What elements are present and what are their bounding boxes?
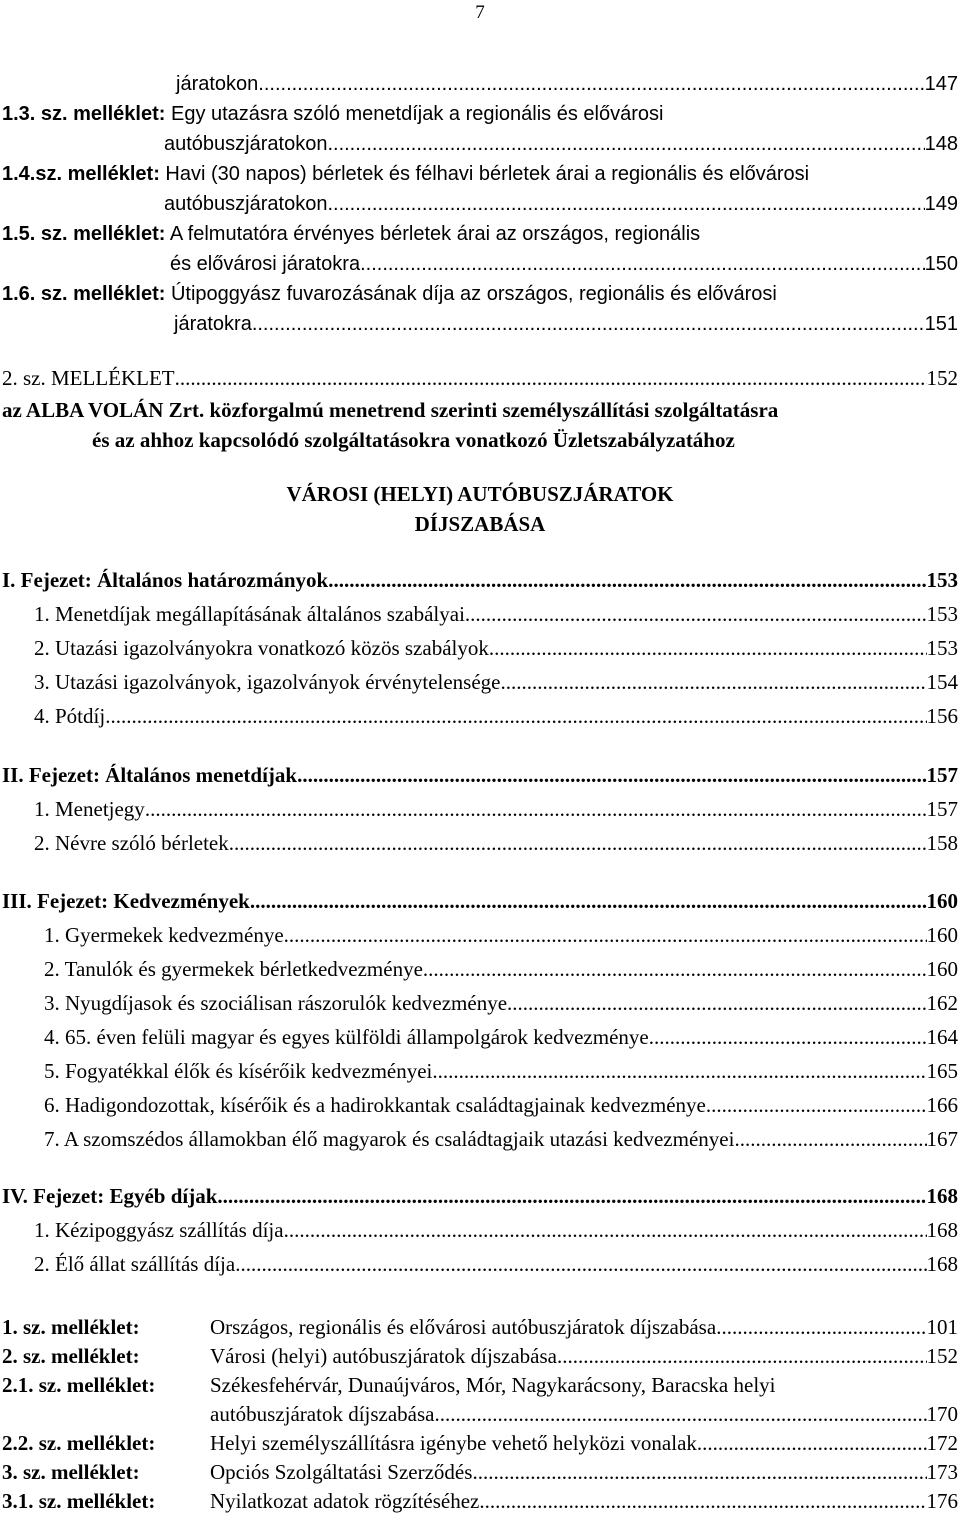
toc-item[interactable] xyxy=(34,1218,958,1243)
toc-entry-text: Helyi személyszállításra igénybe vehető helyközi vonalak xyxy=(210,1431,697,1455)
toc-leader-dots xyxy=(360,253,925,276)
toc-leader-dots xyxy=(229,831,927,856)
toc-item[interactable] xyxy=(34,704,958,729)
toc-page-number: 153 xyxy=(926,602,958,626)
toc-page-number: 156 xyxy=(926,704,958,728)
toc-entry-continued-147[interactable] xyxy=(176,73,958,96)
toc-entry-text: Egy utazásra szóló menetdíjak a regionális és elővárosi xyxy=(165,103,664,125)
toc-item[interactable] xyxy=(44,1093,958,1118)
toc-page-number: 160 xyxy=(926,923,958,947)
toc-entry-continued-149[interactable] xyxy=(164,193,958,216)
toc-item[interactable] xyxy=(44,1025,958,1050)
toc-leader-dots xyxy=(250,889,927,914)
toc-leader-dots xyxy=(501,670,927,695)
annex-label: 3. sz. melléklet: xyxy=(2,1460,140,1484)
toc-entry-text: I. Fejezet: Általános határozmányok xyxy=(2,568,329,592)
toc-page-number: 153 xyxy=(926,636,958,660)
toc-page-number: 170 xyxy=(926,1402,958,1426)
toc-item[interactable] xyxy=(44,1059,958,1084)
toc-leader-dots xyxy=(423,957,927,982)
annex-label: 1.6. sz. melléklet: xyxy=(2,283,166,305)
toc-chapter-2[interactable] xyxy=(2,763,958,788)
toc-entry-continued-151[interactable] xyxy=(174,313,958,336)
toc-page-number: 151 xyxy=(924,313,958,335)
toc-entry-annex-1-3[interactable] xyxy=(2,103,663,126)
toc-page-number: 165 xyxy=(926,1059,958,1083)
toc-entry-text: 6. Hadigondozottak, kísérőik és a hadirokkantak családtagjainak kedvezménye xyxy=(44,1093,706,1117)
toc-item[interactable] xyxy=(44,957,958,982)
intro-rest: közforgalmú menetrend szerinti személyszállítási szolgáltatásra xyxy=(204,398,779,422)
intro-line-1 xyxy=(2,398,778,423)
toc-entry-annex-2[interactable] xyxy=(2,366,958,391)
toc-leader-dots xyxy=(479,1489,926,1514)
toc-leader-dots xyxy=(328,568,926,593)
toc-page-number: 157 xyxy=(926,797,958,821)
toc-entry-text: Havi (30 napos) bérletek és félhavi bérletek árai a regionális és elővárosi xyxy=(159,163,810,185)
toc-entry-text: 2. sz. MELLÉKLET xyxy=(2,366,175,390)
toc-leader-dots xyxy=(716,1315,926,1340)
toc-leader-dots xyxy=(649,1025,927,1050)
toc-item[interactable] xyxy=(44,991,958,1016)
toc-chapter-1[interactable] xyxy=(2,568,958,593)
toc-entry-text: 1. Gyermekek kedvezménye xyxy=(44,923,284,947)
annex-label: 1.3. sz. melléklet: xyxy=(2,103,166,125)
toc-item[interactable] xyxy=(34,602,958,627)
toc-leader-dots xyxy=(697,1431,927,1456)
toc-item[interactable] xyxy=(34,831,958,856)
toc-page-number: 168 xyxy=(926,1184,958,1208)
toc-entry-text: autóbuszjáratokon xyxy=(164,133,328,155)
toc-page-number: 154 xyxy=(926,670,958,694)
toc-leader-dots xyxy=(258,73,924,96)
tariff-title-line-2: DÍJSZABÁSA xyxy=(414,512,546,536)
toc-item[interactable] xyxy=(44,1127,958,1152)
toc-leader-dots xyxy=(507,991,926,1016)
toc-item[interactable] xyxy=(34,636,958,661)
toc-item[interactable] xyxy=(44,923,958,948)
annex-entry-1[interactable] xyxy=(210,1315,958,1340)
toc-entry-text: autóbuszjáratokon xyxy=(164,193,328,215)
tariff-title-line-1: VÁROSI (HELYI) AUTÓBUSZJÁRATOK xyxy=(286,482,674,506)
toc-entry-text: 2. Névre szóló bérletek xyxy=(34,831,229,855)
toc-item[interactable] xyxy=(34,797,958,822)
toc-entry-text: járatokon xyxy=(176,73,259,95)
toc-entry-text: Városi (helyi) autóbuszjáratok díjszabása xyxy=(210,1344,557,1368)
toc-entry-text: 7. A szomszédos államokban élő magyarok és családtagjaik utazási kedvezményei xyxy=(44,1127,735,1151)
toc-page-number: 173 xyxy=(926,1460,958,1484)
annex-label: 2.2. sz. melléklet: xyxy=(2,1431,156,1455)
toc-entry-text: 5. Fogyatékkal élők és kísérőik kedvezményei xyxy=(44,1059,433,1083)
toc-leader-dots xyxy=(284,1218,927,1243)
toc-leader-dots xyxy=(734,1127,926,1152)
intro-company: az ALBA VOLÁN Zrt. xyxy=(2,398,205,422)
toc-leader-dots xyxy=(327,193,924,216)
toc-page-number: 167 xyxy=(926,1127,958,1151)
toc-leader-dots xyxy=(432,1059,926,1084)
annex-entry-2-1[interactable] xyxy=(210,1402,958,1427)
toc-leader-dots xyxy=(557,1344,927,1369)
toc-entry-text: III. Fejezet: Kedvezmények xyxy=(2,889,250,913)
toc-entry-text: 1. Kézipoggyász szállítás díja xyxy=(34,1218,284,1242)
annex-label: 1. sz. melléklet: xyxy=(2,1315,140,1339)
toc-entry-annex-1-5[interactable] xyxy=(2,223,700,246)
toc-entry-annex-1-4[interactable] xyxy=(2,163,809,186)
toc-page-number: 172 xyxy=(926,1431,958,1455)
toc-page-number: 153 xyxy=(926,568,958,592)
toc-entry-text: 1. Menetdíjak megállapításának általános szabályai xyxy=(34,602,465,626)
toc-leader-dots xyxy=(235,1252,926,1277)
toc-page-number: 160 xyxy=(926,889,958,913)
toc-leader-dots xyxy=(465,602,927,627)
toc-leader-dots xyxy=(327,133,924,156)
toc-leader-dots xyxy=(105,704,926,729)
toc-leader-dots xyxy=(217,1184,926,1209)
toc-entry-text: autóbuszjáratok díjszabása xyxy=(210,1402,435,1426)
intro-line-2: és az ahhoz kapcsolódó szolgáltatásokra vonatkozó Üzletszabályzatához xyxy=(92,428,735,452)
toc-page-number: 160 xyxy=(926,957,958,981)
toc-item[interactable] xyxy=(34,1252,958,1277)
toc-entry-text: IV. Fejezet: Egyéb díjak xyxy=(2,1184,218,1208)
toc-entry-continued-150[interactable] xyxy=(170,253,958,276)
toc-entry-text: 2. Tanulók és gyermekek bérletkedvezménye xyxy=(44,957,423,981)
toc-page-number: 158 xyxy=(926,831,958,855)
toc-entry-text: 2. Utazási igazolványokra vonatkozó közös szabályok xyxy=(34,636,489,660)
toc-page-number: 157 xyxy=(926,763,958,787)
toc-entry-text: Opciós Szolgáltatási Szerződés xyxy=(210,1460,473,1484)
toc-leader-dots xyxy=(145,797,927,822)
toc-page-number: 101 xyxy=(926,1315,958,1339)
toc-chapter-3[interactable] xyxy=(2,889,958,914)
toc-leader-dots xyxy=(252,313,925,336)
annex-entry-2-2[interactable] xyxy=(210,1431,958,1456)
toc-entry-text: 3. Utazási igazolványok, igazolványok érvénytelensége xyxy=(34,670,501,694)
toc-chapter-4[interactable] xyxy=(2,1184,958,1209)
toc-page-number: 152 xyxy=(926,366,958,390)
annex-label: 1.4.sz. melléklet: xyxy=(2,163,160,185)
toc-leader-dots xyxy=(297,763,926,788)
toc-entry-text: Útipoggyász fuvarozásának díja az országos, regionális és elővárosi xyxy=(165,283,777,305)
toc-page-number: 168 xyxy=(926,1252,958,1276)
page-number: 7 xyxy=(475,2,485,23)
toc-entry-text: Nyilatkozat adatok rögzítéséhez xyxy=(210,1489,480,1513)
toc-page-number: 150 xyxy=(924,253,958,275)
annex-label: 2.1. sz. melléklet: xyxy=(2,1373,156,1397)
toc-entry-text: 4. Pótdíj xyxy=(34,704,106,728)
toc-entry-text: A felmutatóra érvényes bérletek árai az országos, regionális xyxy=(165,223,701,245)
toc-entry-text: II. Fejezet: Általános menetdíjak xyxy=(2,763,298,787)
toc-leader-dots xyxy=(489,636,927,661)
toc-entry-annex-1-6[interactable] xyxy=(2,283,777,306)
toc-entry-text: 3. Nyugdíjasok és szociálisan rászorulók kedvezménye xyxy=(44,991,508,1015)
toc-page-number: 168 xyxy=(926,1218,958,1242)
toc-page-number: 176 xyxy=(926,1489,958,1513)
toc-entry-text: 2. Élő állat szállítás díja xyxy=(34,1252,236,1276)
toc-entry-text: Országos, regionális és elővárosi autóbuszjáratok díjszabása xyxy=(210,1315,717,1339)
annex-label: 2. sz. melléklet: xyxy=(2,1344,140,1368)
toc-entry-text: 4. 65. éven felüli magyar és egyes külföldi állampolgárok kedvezménye xyxy=(44,1025,649,1049)
toc-page-number: 148 xyxy=(924,133,958,155)
toc-page-number: 149 xyxy=(924,193,958,215)
toc-leader-dots xyxy=(706,1093,927,1118)
toc-page-number: 152 xyxy=(926,1344,958,1368)
toc-item[interactable] xyxy=(34,670,958,695)
toc-leader-dots xyxy=(435,1402,927,1427)
annex-entry-3-1[interactable] xyxy=(210,1489,958,1514)
annex-entry-3[interactable] xyxy=(210,1460,958,1485)
toc-entry-text: járatokra xyxy=(174,313,252,335)
annex-label: 1.5. sz. melléklet: xyxy=(2,223,166,245)
toc-leader-dots xyxy=(472,1460,926,1485)
annex-entry-2[interactable] xyxy=(210,1344,958,1369)
toc-leader-dots xyxy=(175,366,927,391)
toc-leader-dots xyxy=(284,923,927,948)
toc-entry-text: 1. Menetjegy xyxy=(34,797,145,821)
annex-label: 3.1. sz. melléklet: xyxy=(2,1489,156,1513)
annex-entry-2-1-text[interactable]: Székesfehérvár, Dunaújváros, Mór, Nagykarácsony, Baracska helyi xyxy=(210,1373,776,1397)
toc-page-number: 162 xyxy=(926,991,958,1015)
toc-entry-text: és elővárosi járatokra xyxy=(170,253,361,275)
toc-page-number: 147 xyxy=(924,73,958,95)
toc-entry-continued-148[interactable] xyxy=(164,133,958,156)
toc-page-number: 164 xyxy=(926,1025,958,1049)
toc-page-number: 166 xyxy=(926,1093,958,1117)
